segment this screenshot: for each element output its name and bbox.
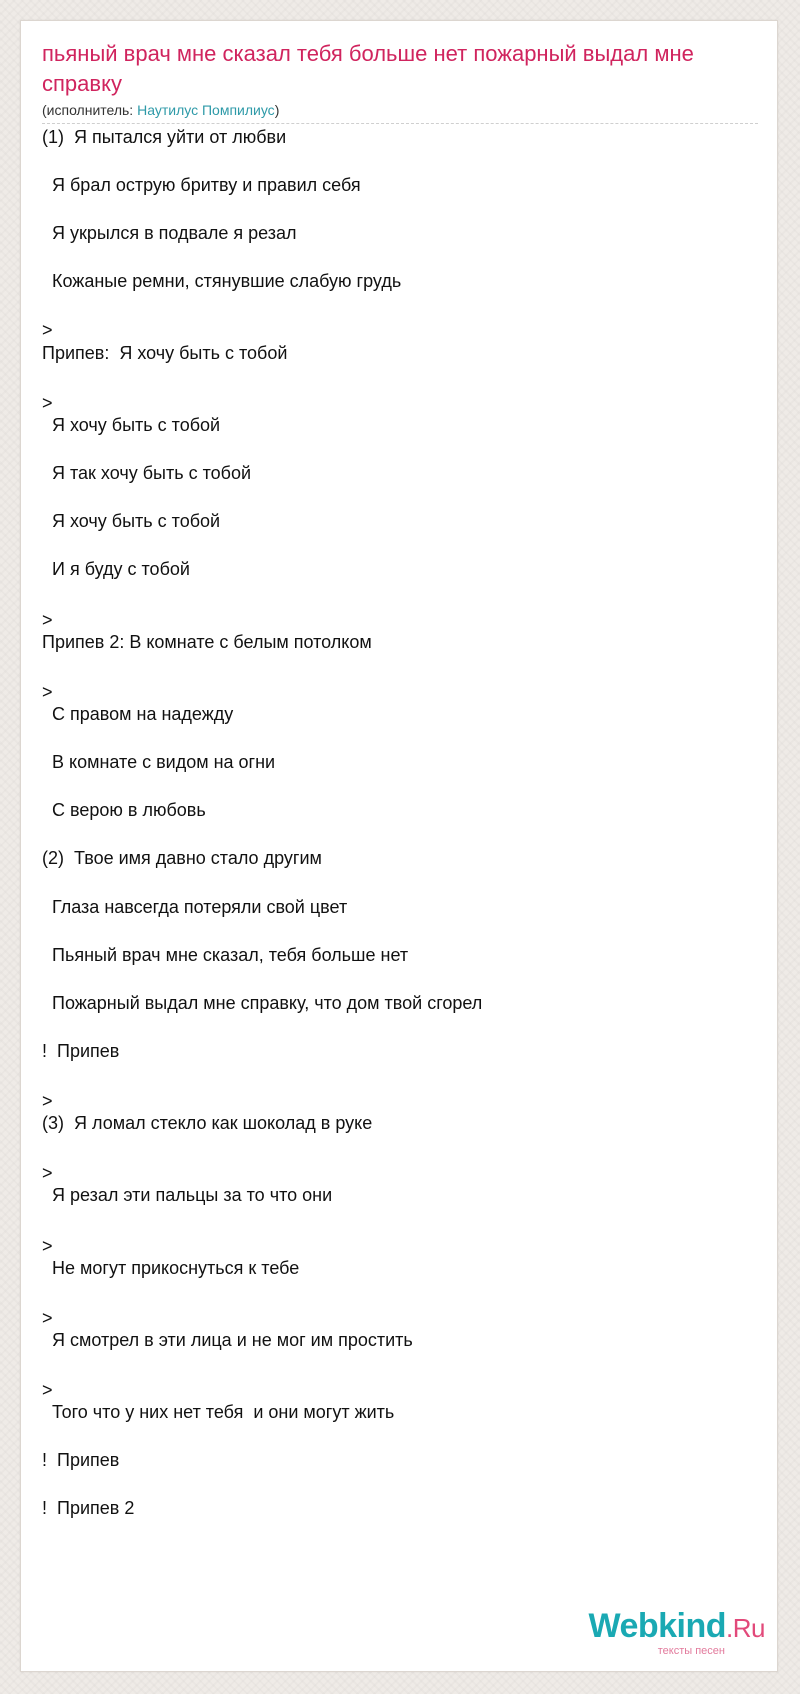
lyric-line: Я резал эти пальцы за то что они (42, 1185, 333, 1205)
lyric-marker: > (42, 393, 53, 413)
lyric-line: ! Припев (42, 1450, 120, 1470)
lyric-line: (3) Я ломал стекло как шоколад в руке (42, 1113, 373, 1133)
lyric-line: С верою в любовь (42, 800, 206, 820)
logo-main-text: Webkind (588, 1607, 727, 1645)
logo-suffix: .Ru (726, 1613, 765, 1643)
lyrics-card (20, 20, 778, 1672)
lyric-line: В комнате с видом на огни (42, 752, 276, 772)
lyric-line: Того что у них нет тебя и они могут жить (42, 1402, 395, 1422)
lyric-line: Я смотрел в эти лица и не мог им простить (42, 1330, 413, 1350)
title-divider (42, 123, 758, 124)
lyric-marker: > (42, 1163, 53, 1183)
lyric-marker: > (42, 1091, 53, 1111)
lyric-line: Глаза навсегда потеряли свой цвет (42, 897, 348, 917)
lyric-line: Я хочу быть с тобой (42, 415, 221, 435)
lyric-marker: > (42, 1308, 53, 1328)
song-title: пьяный врач мне сказал тебя больше нет пожарный выдал мне справку (42, 41, 694, 96)
lyric-marker: > (42, 610, 53, 630)
lyric-line: С правом на надежду (42, 704, 234, 724)
lyric-line: Припев 2: В комнате с белым потолком (42, 632, 372, 652)
lyric-line: ! Припев 2 (42, 1498, 135, 1518)
lyric-line: Пожарный выдал мне справку, что дом твой сгорел (42, 993, 483, 1013)
artist-line (42, 101, 279, 119)
lyric-line: Припев: Я хочу быть с тобой (42, 343, 288, 363)
artist-suffix: ) (274, 102, 280, 118)
lyric-line: И я буду с тобой (42, 559, 190, 579)
lyric-marker: > (42, 1380, 53, 1400)
artist-prefix: (исполнитель: (42, 102, 138, 118)
lyric-line: ! Припев (42, 1041, 120, 1061)
lyric-marker: > (42, 1236, 53, 1256)
lyric-marker: > (42, 320, 53, 340)
lyric-line: Пьяный врач мне сказал, тебя больше нет (42, 945, 409, 965)
lyric-line: Я так хочу быть с тобой (42, 463, 252, 483)
lyric-line: Кожаные ремни, стянувшие слабую грудь (42, 271, 402, 291)
lyric-line: Не могут прикоснуться к тебе (42, 1258, 300, 1278)
artist-link[interactable]: Наутилус Помпилиус (137, 102, 275, 118)
logo-wordmark (588, 1607, 765, 1646)
lyric-line: (2) Твое имя давно стало другим (42, 848, 322, 868)
lyric-line: (1) Я пытался уйти от любви (42, 127, 287, 147)
logo-tagline: тексты песен (657, 1645, 725, 1657)
lyric-line: Я брал острую бритву и правил себя (42, 175, 361, 195)
lyric-line: Я хочу быть с тобой (42, 511, 221, 531)
lyric-line: Я укрылся в подвале я резал (42, 223, 297, 243)
lyric-marker: > (42, 682, 53, 702)
webkind-logo[interactable] (565, 1607, 765, 1657)
